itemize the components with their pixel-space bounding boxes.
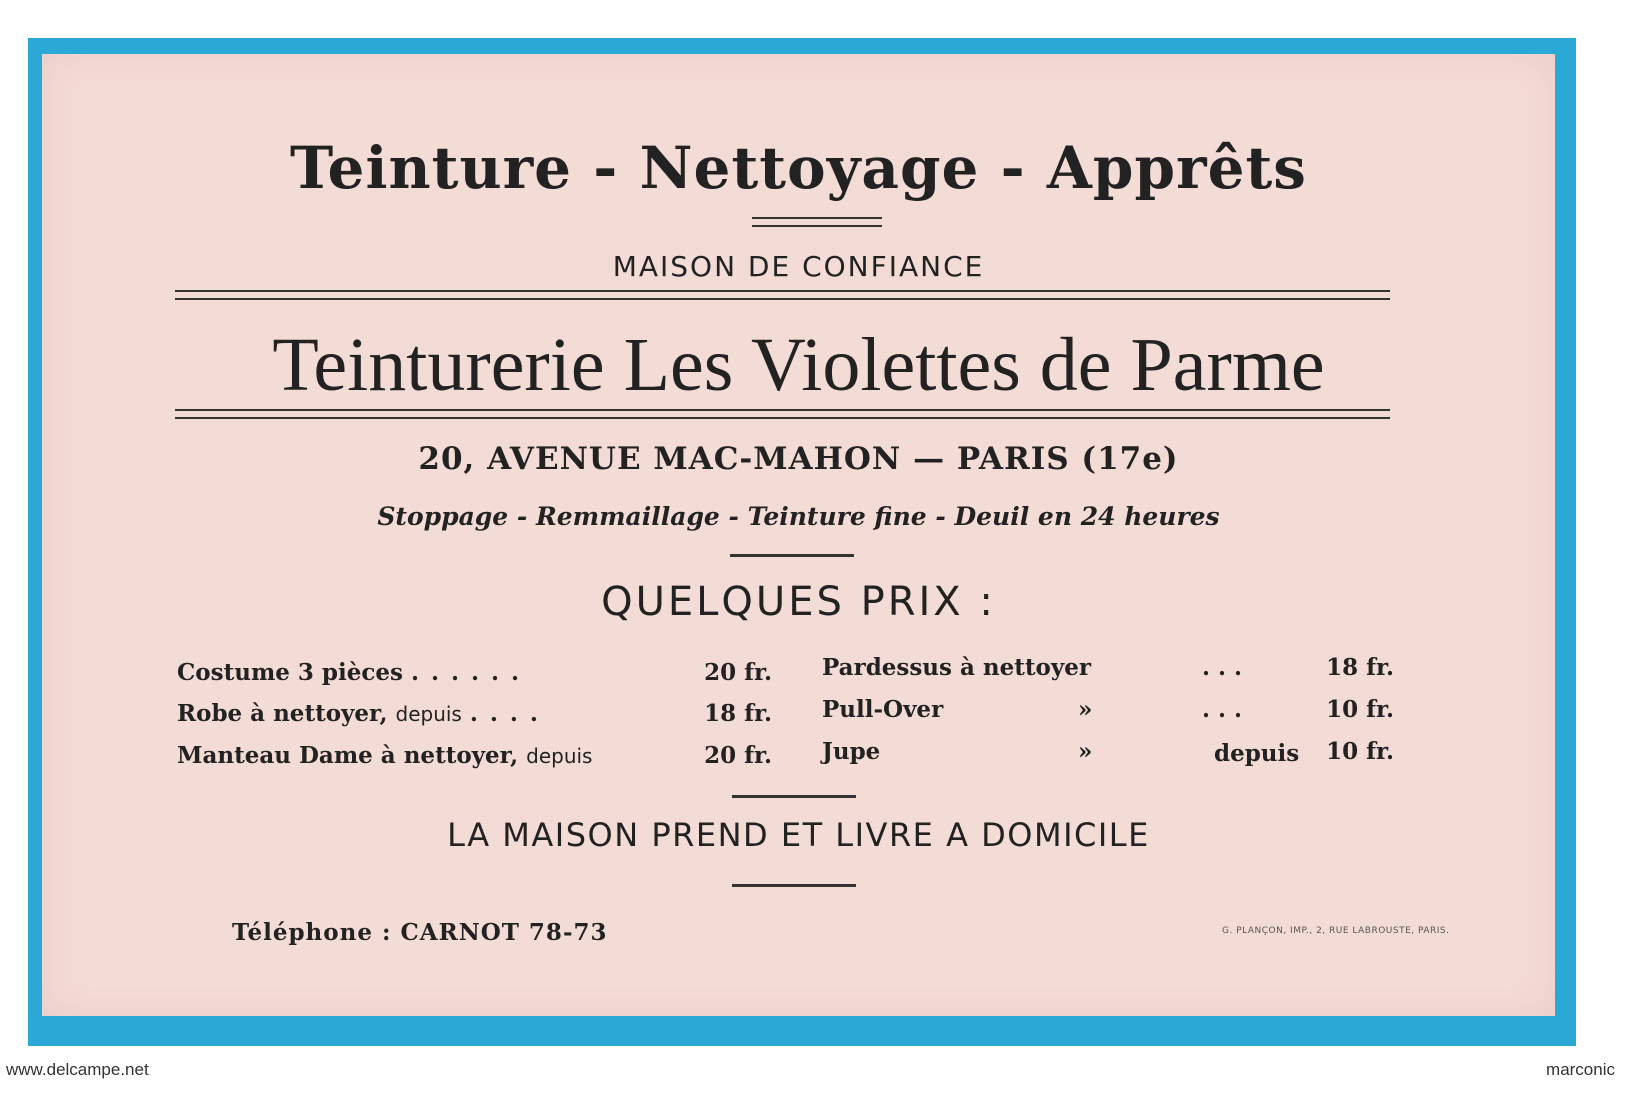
services-heading: Teinture - Nettoyage - Apprêts: [290, 134, 1307, 202]
price-dots: . . .: [1202, 696, 1243, 723]
prices-heading: QUELQUES PRIX :: [601, 579, 996, 625]
telephone: Téléphone : CARNOT 78-73: [232, 919, 608, 946]
divider: [732, 884, 856, 887]
advertising-card: [42, 54, 1555, 1016]
shop-name: Teinturerie Les Violettes de Parme: [272, 323, 1325, 407]
divider: [752, 217, 882, 227]
price-value: 10 fr.: [1326, 696, 1394, 723]
site-watermark: www.delcampe.net: [6, 1060, 149, 1079]
price-item-label: Pull-Over: [822, 696, 944, 723]
seller-name: marconic: [1546, 1060, 1615, 1079]
divider: [732, 795, 856, 798]
price-dots: . . .: [1202, 654, 1243, 681]
price-note: depuis: [1214, 740, 1300, 767]
price-item-label: Manteau Dame à nettoyer, depuis: [177, 742, 593, 769]
pickup-delivery-notice: LA MAISON PREND ET LIVRE A DOMICILE: [447, 816, 1150, 854]
ditto-mark: »: [1078, 696, 1093, 723]
tagline: MAISON DE CONFIANCE: [612, 250, 985, 283]
price-value: 10 fr.: [1326, 738, 1394, 765]
price-value: 18 fr.: [1326, 654, 1394, 681]
divider: [175, 290, 1390, 300]
address: 20, AVENUE MAC-MAHON — PARIS (17e): [418, 441, 1179, 477]
specialties: Stoppage - Remmaillage - Teinture fine - Deuil en 24 heures: [377, 502, 1220, 531]
ditto-mark: »: [1078, 738, 1093, 765]
price-value: 20 fr.: [704, 659, 772, 686]
price-item-label: Robe à nettoyer, depuis . . . .: [177, 700, 540, 727]
divider: [730, 554, 854, 557]
price-value: 20 fr.: [704, 742, 772, 769]
price-item-label: Pardessus à nettoyer: [822, 654, 1091, 681]
divider: [175, 409, 1390, 419]
printer-credit: G. PLANÇON, IMP., 2, RUE LABROUSTE, PARIS.: [1222, 926, 1450, 936]
price-value: 18 fr.: [704, 700, 772, 727]
price-item-label: Jupe: [822, 738, 881, 765]
price-item-label: Costume 3 pièces . . . . . .: [177, 659, 522, 686]
